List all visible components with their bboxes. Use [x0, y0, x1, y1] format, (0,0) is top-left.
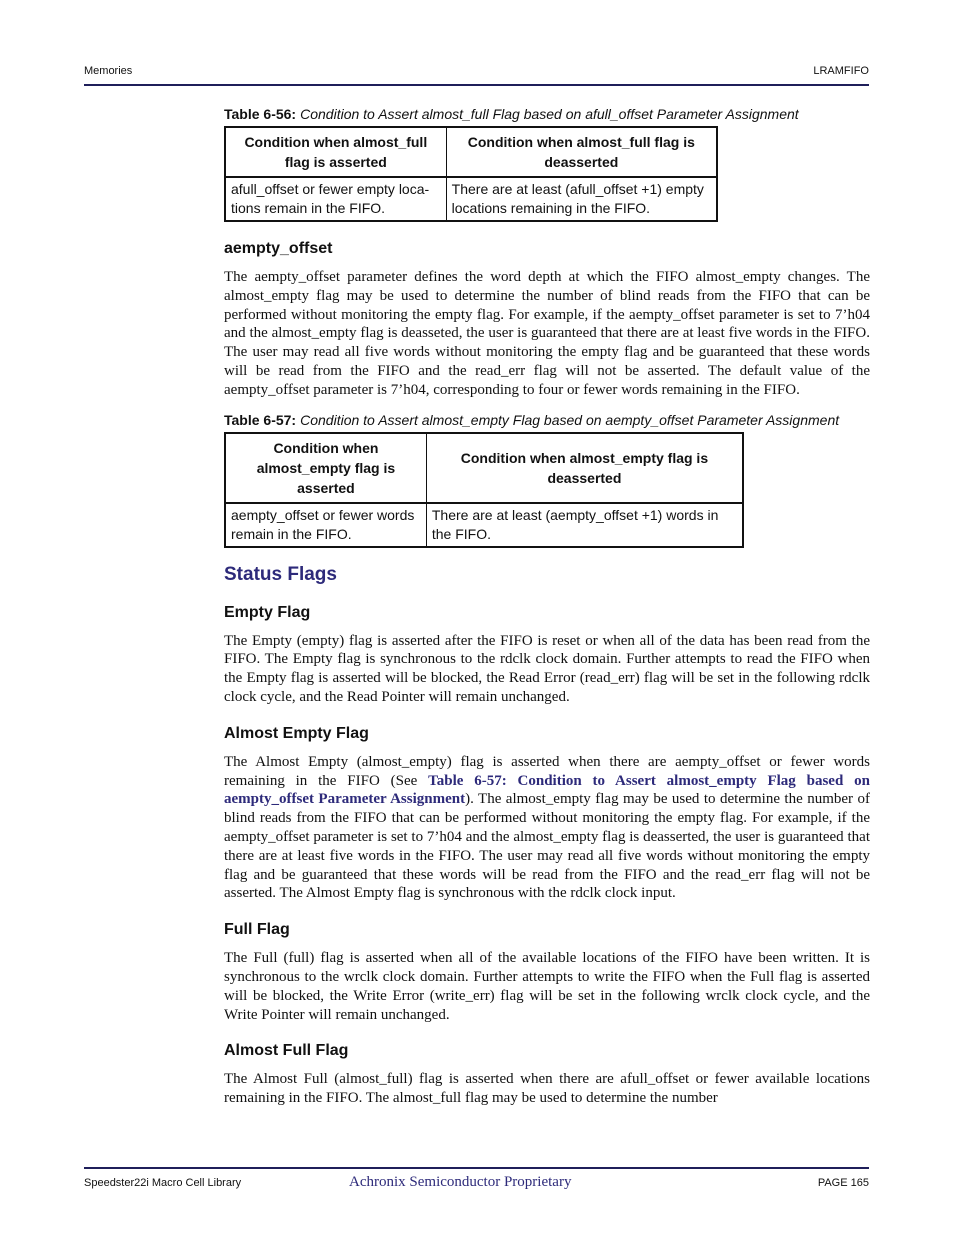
page-footer — [84, 1167, 869, 1195]
table-header-cell: Condition when almost_full flag is asserted — [225, 127, 446, 177]
table-56-caption — [224, 106, 870, 122]
table-header-row — [225, 433, 743, 503]
almost-full-flag-heading: Almost Full Flag — [224, 1042, 349, 1060]
almost-empty-flag-paragraph — [224, 753, 870, 903]
footer-page-number: PAGE 165 — [817, 1177, 869, 1189]
table-57-title: Condition to Assert almost_empty Flag based on aempty_offset Parameter Assignment — [300, 411, 840, 428]
table-57-label: Table 6-57: — [224, 411, 297, 428]
table-cell: afull_offset or fewer empty loca-tions remain in the FIFO. — [225, 177, 446, 221]
table-header-cell: Condition when almost_full flag is deasserted — [446, 127, 717, 177]
footer-document-title: Speedster22i Macro Cell Library — [84, 1177, 242, 1189]
full-flag-heading: Full Flag — [224, 921, 290, 939]
table-57 — [224, 432, 744, 548]
table-56 — [224, 126, 718, 222]
almost-full-flag-paragraph: The Almost Full (almost_full) flag is asserted when there are afull_offset or fewer available locations remaining in the FIFO. The almost_full flag may be used to determine the number — [224, 1071, 870, 1107]
table-57-caption — [224, 412, 870, 428]
full-flag-paragraph: The Full (full) flag is asserted when all of the available locations of the FIFO have been written. It is synchronous to the wrclk clock domain. Further attempts to write the FIFO when the Full flag is asserted will be blocked, the Write Error (write_err) flag will be set in the following wrclk clock cycle, and the Write Pointer will remain unchanged. — [224, 950, 870, 1023]
almost-empty-flag-heading: Almost Empty Flag — [224, 724, 369, 742]
almost-empty-text-b: ). The almost_empty flag may be used to determine the number of blind reads from the FIFO that can be performed without monitoring the empty flag. For example, if the aempty_offset parameter is set to 7’h04 and the almost_empty flag is deasserted, the user is guaranteed that there are at least five words in the FIFO. The user may read all five words without monitoring the empty flag and be guaranteed that these words will be read from the FIFO and the read_err flag will not be asserted. The Almost Empty flag is synchronous with the rdclk clock input. — [224, 791, 870, 902]
almost-empty-text-a: The Almost Empty (almost_empty) flag is asserted when there are aempty_offset or fewer words remaining in the FIFO (See — [224, 753, 870, 789]
table-cell: There are at least (aempty_offset +1) words in the FIFO. — [426, 503, 743, 547]
table-row — [225, 177, 717, 221]
empty-flag-heading: Empty Flag — [224, 603, 311, 621]
table-header-cell: Condition when almost_empty flag is deasserted — [426, 433, 743, 503]
table-cell: aempty_offset or fewer words remain in the FIFO. — [225, 503, 426, 547]
table-cell: There are at least (afull_offset +1) empty locations remaining in the FIFO. — [446, 177, 717, 221]
header-section: Memories — [84, 65, 133, 77]
table-header-row — [225, 127, 717, 177]
table-57-cross-reference-link[interactable]: Table 6-57: Condition to Assert almost_empty Flag based on aempty_offset Parameter Assignment — [224, 772, 870, 808]
empty-flag-paragraph: The Empty (empty) flag is asserted after the FIFO is reset or when all of the data has been read from the FIFO. The Empty flag is synchronous to the rdclk clock domain. Further attempts to read the FIFO when the Empty flag is asserted will be blocked, the Read Error (read_err) flag will be set in the following rdclk clock cycle, and the Read Pointer will remain unchanged. — [224, 632, 870, 705]
footer-proprietary-notice: Achronix Semiconductor Proprietary — [349, 1174, 572, 1190]
table-row — [225, 503, 743, 547]
page-header — [84, 64, 869, 86]
aempty-offset-heading: aempty_offset — [224, 240, 333, 257]
table-56-label: Table 6-56: — [224, 106, 297, 122]
status-flags-heading: Status Flags — [224, 563, 337, 585]
table-56-title: Condition to Assert almost_full Flag based on afull_offset Parameter Assignment — [300, 106, 799, 122]
header-chapter: LRAMFIFO — [813, 65, 869, 77]
aempty-offset-paragraph: The aempty_offset parameter defines the word depth at which the FIFO almost_empty changes. The almost_empty flag may be used to determine the number of blind reads from the FIFO that can be performed without monitoring the empty flag. For example, if the aempty_offset parameter is set to 7’h04 and the almost_empty flag is deasseted, the user is guaranteed that there are at least five words in the FIFO. The user may read all five words without monitoring the empty flag and be guaranteed that these words will be read from the FIFO and the read_err flag will not be asserted. The default value of the aempty_offset parameter is 7’h04, corresponding to four or fewer words remaining in the FIFO. — [224, 269, 870, 398]
page-content — [224, 106, 870, 1120]
table-header-cell: Condition when almost_empty flag is asserted — [225, 433, 426, 503]
